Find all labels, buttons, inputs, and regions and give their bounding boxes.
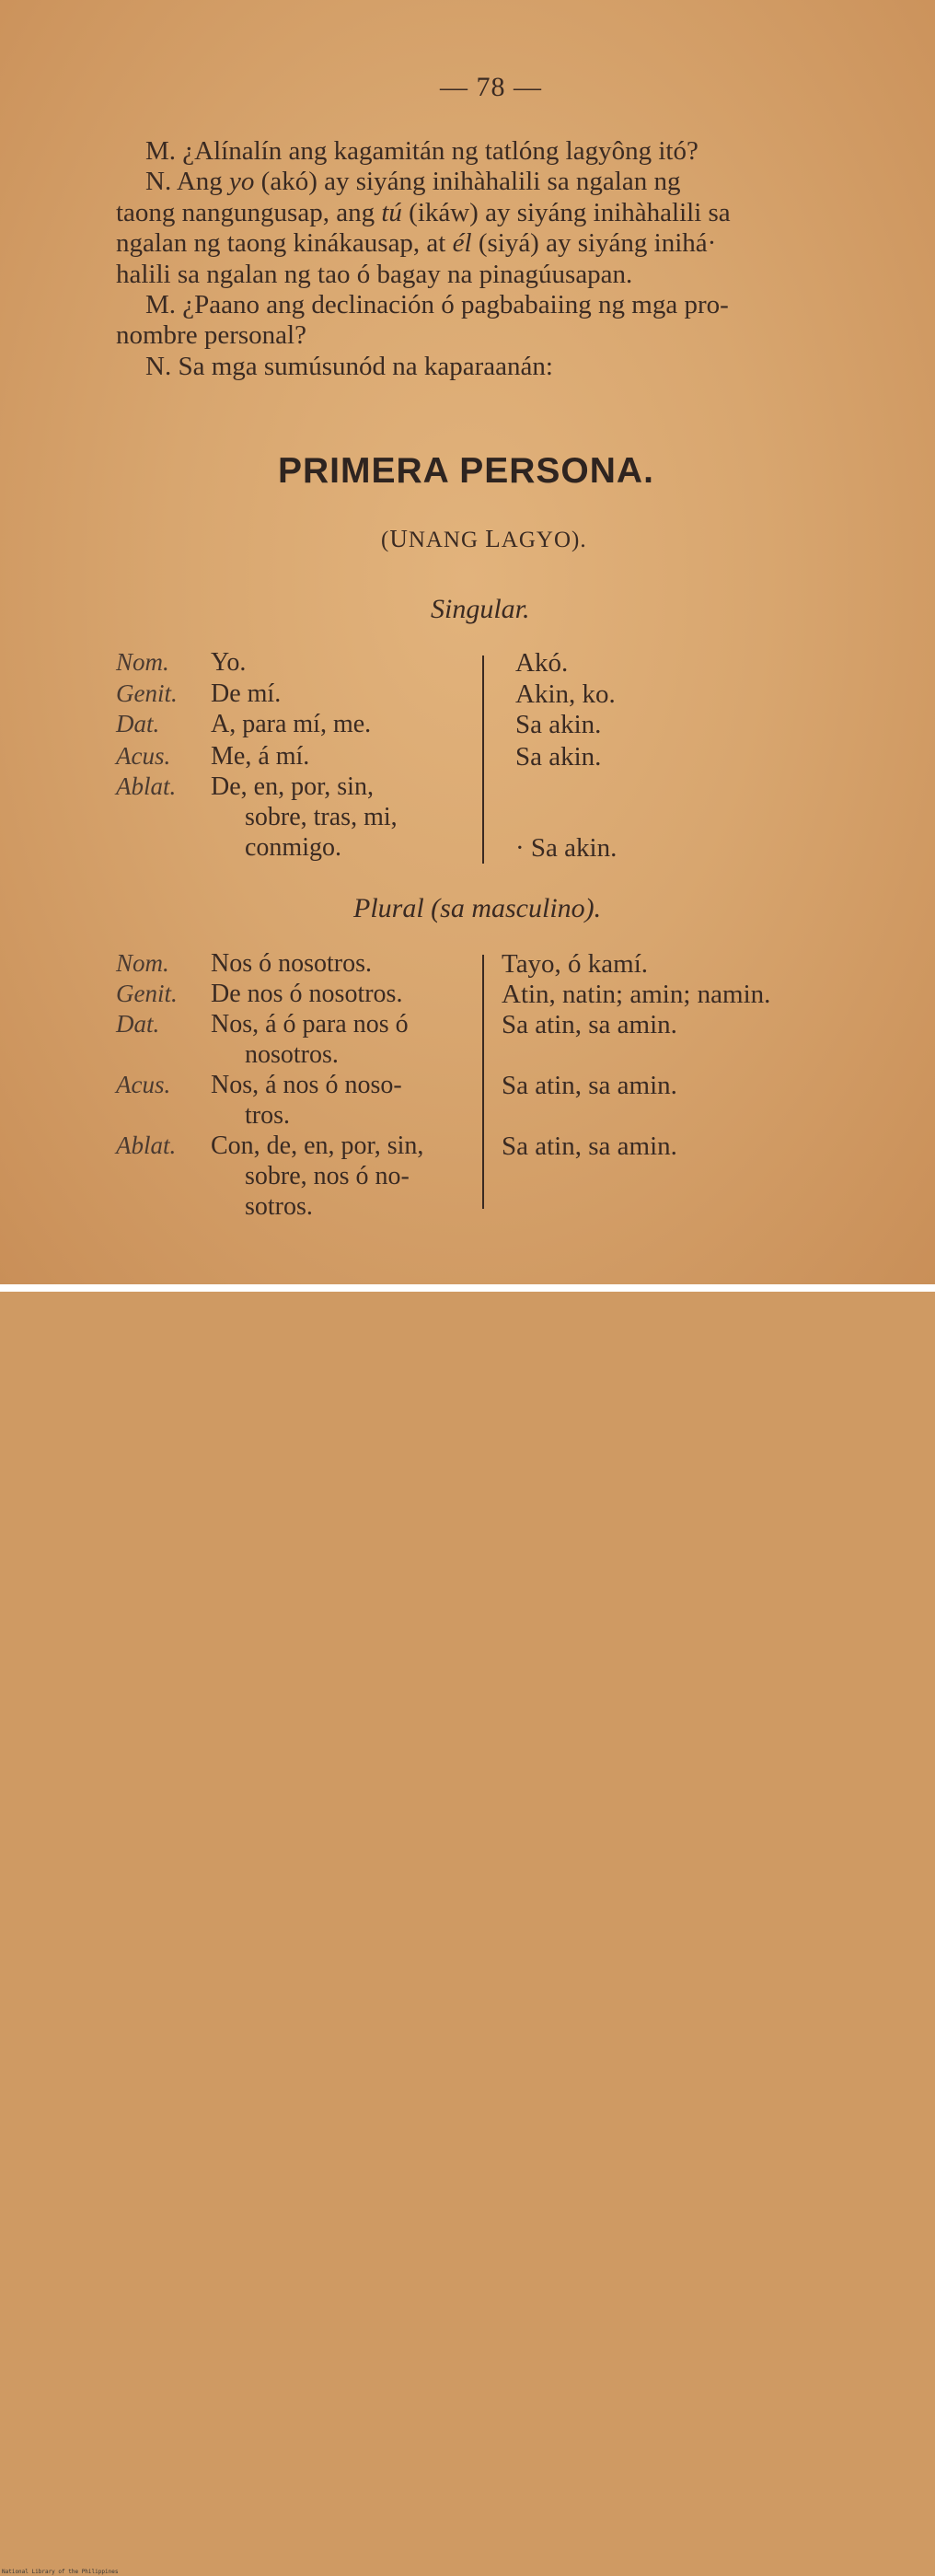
tagalog-form: Sa atin, sa amin.	[502, 1131, 677, 1161]
qa-line	[116, 228, 716, 259]
latin-form: sotros.	[245, 1192, 313, 1221]
tagalog-form: Atin, natin; amin; namin.	[502, 980, 771, 1009]
qa-text: halili sa ngalan ng tao ó bagay na pinagúusapan.	[116, 259, 633, 289]
qa-text: (siyá) ay siyáng inihá·	[471, 228, 717, 259]
singular-divider	[482, 656, 484, 864]
qa-text: (ikáw) ay siyáng inihàhalili sa	[401, 197, 731, 227]
case-label: Genit.	[116, 980, 178, 1007]
qa-text: taong nangungusap, ang	[116, 197, 382, 227]
qa-text: M. ¿Alínalín ang kagamitán ng tatlóng lagyông itó?	[145, 136, 698, 166]
latin-form: Con, de, en, por, sin,	[211, 1131, 424, 1160]
section-heading: PRIMERA PERSONA.	[278, 451, 654, 491]
qa-italic-word: tú	[381, 197, 402, 227]
tagalog-form: Sa atin, sa amin.	[502, 1071, 677, 1100]
qa-italic-word: él	[452, 228, 472, 259]
qa-text: M. ¿Paano ang declinación ó pagbabaiing ng mga pro-	[145, 290, 729, 319]
latin-form: nosotros.	[245, 1040, 339, 1069]
latin-form: sobre, nos ó no-	[245, 1162, 410, 1190]
page-number: — 78 —	[440, 72, 542, 102]
tagalog-form: Akin, ko.	[515, 679, 616, 709]
qa-line	[145, 352, 553, 382]
qa-text: ngalan ng taong kinákausap, at	[116, 228, 453, 259]
latin-form: Nos, á ó para nos ó	[211, 1010, 409, 1039]
qa-line	[145, 167, 681, 197]
tagalog-form: · Sa akin.	[515, 833, 618, 863]
case-label: Ablat.	[116, 772, 177, 800]
qa-text: (akó) ay siyáng inihàhalili sa ngalan ng	[254, 167, 681, 197]
latin-form: Nos, á nos ó noso-	[211, 1071, 402, 1099]
qa-line	[116, 198, 731, 228]
latin-form: A, para mí, me.	[211, 710, 372, 738]
qa-text: nombre personal?	[116, 320, 306, 351]
latin-form: tros.	[245, 1101, 290, 1130]
latin-form: Yo.	[211, 648, 247, 677]
tagalog-form: Sa akin.	[515, 710, 602, 739]
case-label: Nom.	[116, 648, 169, 676]
case-label: Nom.	[116, 949, 169, 977]
qa-text: N. Sa mga sumúsunód na kaparaanán:	[145, 351, 553, 381]
latin-form: De nos ó nosotros.	[211, 980, 403, 1008]
latin-form: Me, á mí.	[211, 742, 310, 771]
qa-text: N. Ang	[145, 167, 230, 197]
section-subheading: (UNANG LAGYO).	[381, 525, 587, 552]
plural-title: Plural (sa masculino).	[353, 893, 602, 923]
qa-line	[116, 320, 306, 351]
latin-form: De mí.	[211, 679, 282, 708]
tagalog-form: Sa atin, sa amin.	[502, 1010, 677, 1039]
qa-line	[116, 260, 632, 290]
singular-title: Singular.	[431, 594, 530, 624]
qa-italic-word: yo	[229, 167, 255, 197]
case-label: Acus.	[116, 742, 171, 770]
qa-line	[145, 290, 729, 320]
archive-credit: National Library of the Philippines	[2, 2569, 119, 2575]
tagalog-form: Sa akin.	[515, 742, 602, 772]
case-label: Dat.	[116, 1010, 160, 1038]
latin-form: conmigo.	[245, 833, 341, 862]
case-label: Dat.	[116, 710, 160, 737]
book-page	[0, 0, 935, 1284]
archive-strip	[0, 1284, 935, 2575]
latin-form: Nos ó nosotros.	[211, 949, 373, 978]
plural-divider	[482, 955, 484, 1209]
tagalog-form: Tayo, ó kamí.	[502, 949, 649, 979]
latin-form: sobre, tras, mi,	[245, 803, 398, 831]
qa-line	[145, 136, 698, 167]
case-label: Ablat.	[116, 1131, 177, 1159]
tagalog-form: Akó.	[515, 648, 569, 678]
latin-form: De, en, por, sin,	[211, 772, 374, 801]
case-label: Genit.	[116, 679, 178, 707]
case-label: Acus.	[116, 1071, 171, 1098]
